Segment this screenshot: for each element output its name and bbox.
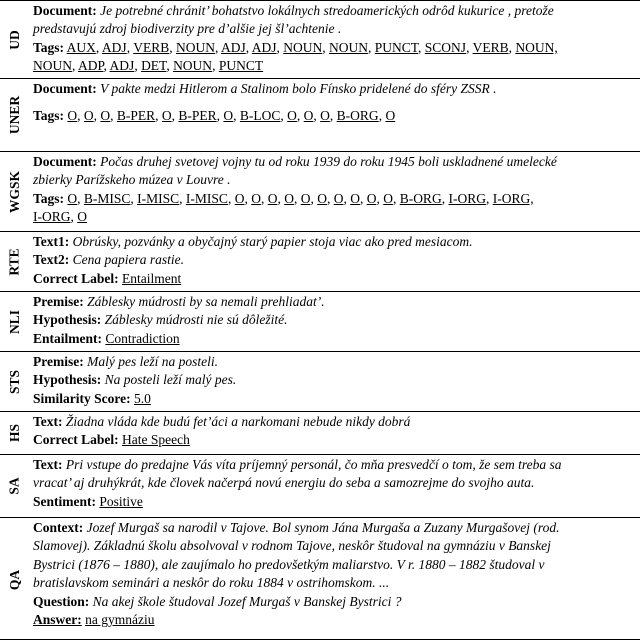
example-content	[33, 413, 638, 450]
task-label-text: NLI	[6, 309, 22, 334]
task-label	[0, 152, 30, 231]
field-text: Záblesky múdrosti by sa nemali prehliadat’.	[87, 294, 325, 309]
answer-line	[33, 493, 638, 511]
answer-label: Similarity Score:	[33, 390, 131, 406]
task-label-text: STS	[7, 369, 22, 394]
tags-label: Tags:	[33, 108, 65, 124]
answer-label: Entailment:	[33, 330, 102, 346]
tag: SCONJ	[424, 39, 467, 55]
field-label: Premise:	[33, 354, 84, 369]
tag: O	[300, 190, 311, 206]
tag: O	[284, 190, 294, 206]
answer-value: Entailment	[121, 270, 182, 286]
example-row	[0, 1, 640, 78]
answer-value: Positive	[99, 493, 143, 509]
tag: NOUN	[175, 39, 215, 55]
field-text: Jozef Murgaš sa narodil v Tajove. Bol synom Jána Murgaša a Zuzany Murgašovej (rod.	[86, 520, 560, 535]
tag: B-PER	[116, 108, 156, 124]
tag: O	[161, 108, 172, 124]
example-row	[0, 411, 640, 454]
answer-line	[33, 611, 638, 629]
example-row	[0, 151, 640, 231]
tag: ADJ	[251, 39, 277, 55]
tag: O	[333, 190, 344, 206]
field-line	[33, 413, 638, 431]
tag: B-ORG	[336, 108, 379, 124]
tag: B-LOC	[239, 108, 281, 124]
field-text: vracat’ aj druhýkrát, kde človek načerpá novú energiu do seba a samozrejme do svojho auta.	[33, 475, 535, 491]
task-label-text: UD	[7, 29, 22, 50]
field-line	[33, 456, 638, 474]
example-content	[33, 153, 638, 227]
task-label-text: HS	[6, 423, 22, 443]
field-label: Context:	[33, 520, 84, 535]
field-line	[33, 233, 638, 251]
tags-line: NOUN, ADP, ADJ, DET, NOUN, PUNCT	[33, 58, 264, 74]
task-label	[0, 412, 30, 454]
field-line	[33, 593, 638, 611]
task-label	[0, 232, 30, 291]
document-label: Document:	[33, 154, 97, 169]
field-label: Hypothesis:	[33, 312, 102, 328]
field-text: Na posteli leží malý pes.	[104, 372, 237, 388]
task-label	[0, 352, 30, 411]
spacer	[33, 98, 638, 107]
answer-value: Hate Speech	[121, 432, 190, 448]
document-text: V pakte medzi Hitlerom a Stalinom bolo Fínsko pridelené do sféry ZSSR .	[100, 81, 497, 96]
example-row	[0, 517, 640, 641]
task-label	[0, 518, 30, 641]
field-label: Question:	[33, 593, 90, 609]
tag: ADJ	[220, 39, 246, 55]
task-label	[0, 79, 30, 151]
tag: O	[366, 190, 377, 206]
field-line	[33, 474, 638, 492]
tags-line: Tags: O, B-MISC, I-MISC, I-MISC, O, O, O, O, O, O, O, O, O, O, B-ORG, I-ORG, I-ORG,	[33, 190, 534, 206]
tags-label: Tags:	[33, 39, 65, 55]
document-label: Document:	[33, 3, 97, 18]
field-line	[33, 537, 638, 555]
tag: I-MISC	[185, 190, 228, 206]
document-line	[33, 2, 638, 20]
tag: ADJ	[109, 58, 135, 74]
tag: O	[317, 190, 327, 206]
tag: O	[287, 108, 297, 124]
field-text: Obrúsky, pozvánky a obyčajný starý papier stoja viac ako pred mesiacom.	[72, 234, 473, 249]
document-line	[33, 80, 638, 98]
answer-label: Correct Label:	[33, 270, 119, 286]
document-line	[33, 171, 638, 189]
field-text: Záblesky múdrosti nie sú dôležité.	[104, 312, 288, 328]
tag: PUNCT	[218, 58, 264, 74]
field-line	[33, 251, 638, 269]
tag: I-ORG,	[492, 190, 534, 206]
example-content	[33, 2, 638, 76]
tag: NOUN,	[515, 39, 558, 55]
example-content	[33, 519, 638, 629]
answer-value: na gymnáziu	[85, 612, 155, 628]
field-line	[33, 293, 638, 311]
field-label: Text:	[33, 457, 63, 472]
tag: VERB	[472, 39, 509, 55]
example-row	[0, 291, 640, 351]
field-text: Žiadna vláda kde budú fet’áci a narkomani nebude nikdy dobrá	[65, 414, 411, 429]
tag: ADJ	[101, 39, 127, 55]
tag: O	[77, 209, 87, 225]
tag: NOUN	[173, 58, 213, 74]
tags-line: Tags: O, O, O, B-PER, O, B-PER, O, B-LOC, O, O, O, B-ORG, O	[33, 108, 396, 124]
example-content	[33, 353, 638, 408]
field-text: Malý pes leží na posteli.	[87, 354, 218, 369]
tag: O	[67, 190, 78, 206]
field-label: Text:	[33, 414, 63, 429]
answer-line	[33, 330, 638, 348]
tag: O	[350, 190, 360, 206]
answer-line	[33, 431, 638, 449]
answer-value: 5.0	[133, 390, 151, 406]
field-line	[33, 311, 638, 329]
tag: NOUN	[33, 58, 72, 74]
answer-line	[33, 270, 638, 288]
tag: O	[234, 190, 245, 206]
answer-value: Contradiction	[105, 330, 180, 346]
tag: ADP	[78, 58, 104, 74]
answer-label: Correct Label:	[33, 432, 119, 448]
example-row	[0, 231, 640, 291]
tag: DET	[141, 58, 167, 74]
tag: PUNCT	[374, 39, 419, 55]
document-line	[33, 20, 638, 38]
tag: O	[267, 190, 278, 206]
task-label	[0, 455, 30, 517]
answer-label: Answer:	[33, 612, 82, 628]
task-label	[0, 1, 30, 78]
answer-line	[33, 390, 638, 408]
tag: O	[67, 108, 78, 124]
example-row	[0, 454, 640, 517]
document-text: Je potrebné chránit’ bohatstvo lokálnych stredoamerických odrôd kukurice , pretože	[100, 3, 554, 18]
task-label-text: WGSK	[7, 170, 23, 213]
tag: VERB	[133, 39, 170, 55]
tag: O	[303, 108, 314, 124]
example-content	[33, 80, 638, 126]
field-line	[33, 519, 638, 537]
tags-line: I-ORG, O	[33, 209, 87, 225]
tag: B-ORG	[399, 190, 442, 206]
document-text: zbierky Parížskeho múzea v Louvre .	[33, 172, 231, 188]
example-row	[0, 351, 640, 411]
tag: O	[320, 108, 330, 124]
field-text: Slamovej). Základnú školu absolvoval v rodnom Tajove, neskôr študoval na gymnáziu v Banskej	[33, 538, 551, 554]
answer-label: Sentiment:	[33, 493, 96, 509]
field-text: Bystrici (1876 – 1880), ale zaujímalo ho predovšetkým maliarstvo. V r. 1880 – 1882 študoval v	[33, 556, 545, 572]
field-line	[33, 353, 638, 371]
field-label: Text2:	[33, 252, 70, 268]
field-text: Pri vstupe do predajne Vás víta príjemný personál, čo mňa presvedčí o tom, že sem treba sa	[65, 457, 562, 472]
tag: NOUN	[283, 39, 323, 55]
example-content	[33, 456, 638, 511]
field-label: Text1:	[33, 234, 70, 249]
example-content	[33, 293, 638, 348]
document-label: Document:	[33, 81, 97, 96]
field-text: Cena papiera rastie.	[72, 252, 184, 268]
tag: O	[223, 108, 234, 124]
task-label-text: SA	[6, 477, 22, 495]
tag: O	[83, 108, 94, 124]
example-row	[0, 78, 640, 151]
tag: I-MISC	[137, 190, 180, 206]
tag: NOUN	[329, 39, 369, 55]
tag: I-ORG	[448, 190, 486, 206]
task-label	[0, 292, 30, 351]
document-text: predstavujú zdroj biodiverzity pre d’alšie jej šl’achtenie .	[33, 21, 342, 37]
tag: O	[100, 108, 111, 124]
field-text: bratislavskom seminári a neskôr do roku 1884 v ostrihomskom. ...	[33, 575, 390, 591]
task-label-text: UNER	[7, 95, 23, 135]
tag: B-PER	[178, 108, 217, 124]
example-content	[33, 233, 638, 288]
document-text: Počas druhej svetovej vojny tu od roku 1939 do roku 1945 boli uskladnené umelecké	[100, 154, 557, 169]
field-line	[33, 371, 638, 389]
tag: I-ORG	[33, 209, 71, 225]
field-line	[33, 556, 638, 574]
tags-label: Tags:	[33, 190, 65, 206]
tag: O	[383, 190, 393, 206]
field-line	[33, 574, 638, 592]
tag: B-MISC	[83, 190, 131, 206]
document-line	[33, 153, 638, 171]
tag: O	[251, 190, 261, 206]
tag: O	[385, 108, 396, 124]
task-label-text: RTE	[6, 247, 22, 276]
task-label-text: QA	[7, 569, 22, 590]
tags-line: Tags: AUX, ADJ, VERB, NOUN, ADJ, ADJ, NOUN, NOUN, PUNCT, SCONJ, VERB, NOUN,	[33, 39, 558, 55]
field-text: Na akej škole študoval Jozef Murgaš v Banskej Bystrici ?	[92, 593, 402, 609]
tag: AUX	[66, 39, 96, 55]
field-label: Hypothesis:	[33, 372, 102, 388]
field-label: Premise:	[33, 294, 84, 309]
